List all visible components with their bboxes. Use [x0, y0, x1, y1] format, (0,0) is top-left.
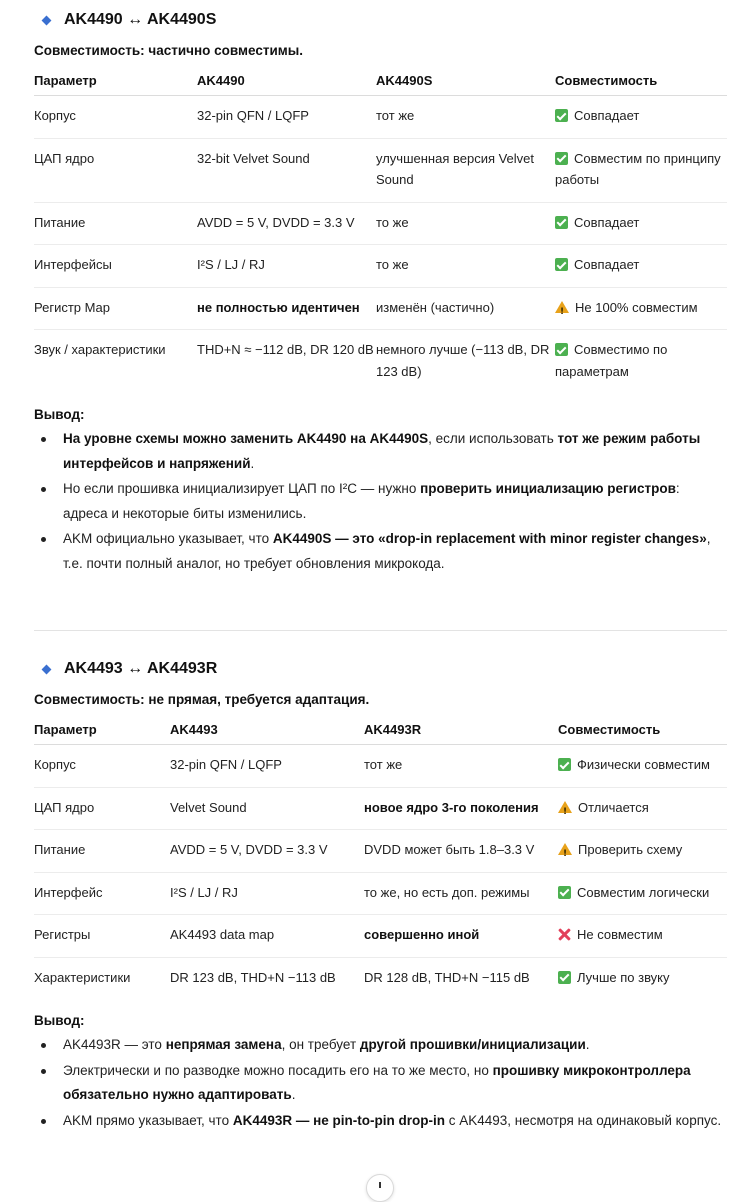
table-row	[34, 787, 727, 830]
check-mark-icon	[555, 216, 568, 229]
cell-param: ЦАП ядро	[34, 787, 170, 830]
cell-chip-a: I²S / LJ / RJ	[170, 872, 364, 915]
cell-compat: ! Не 100% совместим	[555, 287, 727, 330]
cell-compat: Совпадает	[555, 96, 727, 139]
cell-param: Корпус	[34, 745, 170, 788]
summary-list	[34, 1033, 727, 1133]
check-mark-icon	[555, 109, 568, 122]
header-compat: Совместимость	[555, 65, 727, 96]
cell-param: Питание	[34, 202, 197, 245]
cell-param: Питание	[34, 830, 170, 873]
list-item: Электрически и по разводке можно посадить его на то же место, но прошивку микроконтроллера обязательно нужно адаптировать.	[34, 1059, 727, 1108]
cell-chip-a: I²S / LJ / RJ	[197, 245, 376, 288]
summary-list	[34, 427, 727, 576]
summary-label: Вывод:	[34, 1013, 85, 1028]
cell-param: Регистры	[34, 915, 170, 958]
scroll-down-button[interactable]	[366, 1174, 394, 1202]
cell-chip-a: AVDD = 5 V, DVDD = 3.3 V	[170, 830, 364, 873]
check-mark-icon	[558, 971, 571, 984]
check-mark-icon	[558, 886, 571, 899]
list-item: Но если прошивка инициализирует ЦАП по I²C — нужно проверить инициализацию регистров: адреса и некоторые биты изменились.	[34, 477, 727, 526]
list-item: На уровне схемы можно заменить AK4490 на AK4490S, если использовать тот же режим работы интерфейсов и напряжений.	[34, 427, 727, 476]
table-row	[34, 872, 727, 915]
cell-chip-b: изменён (частично)	[376, 287, 555, 330]
cell-param: Регистр Map	[34, 287, 197, 330]
cell-chip-a: Velvet Sound	[170, 787, 364, 830]
table-row	[34, 957, 727, 999]
cell-chip-a: AVDD = 5 V, DVDD = 3.3 V	[197, 202, 376, 245]
cell-compat: ! Проверить схему	[558, 830, 727, 873]
table-row	[34, 830, 727, 873]
cell-compat: Совпадает	[555, 202, 727, 245]
cell-chip-b: немного лучше (−113 dB, DR 123 dB)	[376, 342, 550, 379]
cell-param: Интерфейсы	[34, 245, 197, 288]
cell-chip-a: не полностью идентичен	[197, 287, 376, 330]
warning-icon	[558, 801, 572, 813]
table-body	[34, 96, 727, 394]
header-param: Параметр	[34, 714, 170, 745]
diamond-bullet-icon	[42, 15, 52, 25]
section-title: AK4490 ↔ AK4490S	[34, 9, 727, 31]
compatibility-summary: Совместимость: частично совместимы.	[34, 43, 304, 58]
check-mark-icon	[555, 258, 568, 271]
header-chip-b: AK4490S	[376, 65, 555, 96]
cell-param: Интерфейс	[34, 872, 170, 915]
cross-mark-icon	[558, 928, 571, 941]
warning-icon	[555, 301, 569, 313]
cell-chip-b: то же	[376, 202, 555, 245]
header-param: Параметр	[34, 65, 197, 96]
cell-chip-a: 32-pin QFN / LQFP	[170, 745, 364, 788]
cell-chip-a: 32-pin QFN / LQFP	[197, 96, 376, 139]
cell-chip-a: DR 123 dB, THD+N −113 dB	[170, 969, 336, 985]
cell-chip-b: DR 128 dB, THD+N −115 dB	[364, 969, 530, 985]
list-item: AKM прямо указывает, что AK4493R — не pin-to-pin drop-in с AK4493, несмотря на одинаковый корпус.	[34, 1109, 727, 1134]
table-row	[34, 96, 727, 139]
section-divider	[34, 630, 727, 631]
cell-chip-b: DVDD может быть 1.8–3.3 V	[364, 830, 558, 873]
table-row	[34, 245, 727, 288]
cell-chip-b: новое ядро 3-го поколения	[364, 787, 558, 830]
cell-chip-b: то же	[376, 245, 555, 288]
check-mark-icon	[555, 343, 568, 356]
header-chip-a: AK4493	[170, 714, 364, 745]
table-row	[34, 745, 727, 788]
check-mark-icon	[558, 758, 571, 771]
cell-chip-b: тот же	[364, 745, 558, 788]
summary-label: Вывод:	[34, 407, 85, 422]
cell-compat: Не совместим	[558, 915, 727, 958]
header-chip-b: AK4493R	[364, 714, 558, 745]
cell-chip-a: THD+N ≈ −112 dB, DR 120 dB	[197, 342, 374, 357]
cell-compat: Совпадает	[555, 245, 727, 288]
check-mark-icon	[555, 152, 568, 165]
cell-compat: Совместим по принципу работы	[555, 138, 727, 202]
cell-compat: Физически совместим	[558, 745, 727, 788]
table-row	[34, 915, 727, 958]
header-compat: Совместимость	[558, 714, 727, 745]
header-chip-a: AK4490	[197, 65, 376, 96]
cell-compat: Совместим логически	[558, 872, 727, 915]
cell-chip-b: совершенно иной	[364, 915, 558, 958]
table-row	[34, 138, 727, 202]
table-body	[34, 745, 727, 1000]
compatibility-summary: Совместимость: не прямая, требуется адаптация.	[34, 692, 370, 707]
table-row	[34, 330, 727, 394]
comparison-table	[34, 714, 727, 999]
cell-chip-a: 32-bit Velvet Sound	[197, 138, 376, 202]
cell-param: Характеристики	[34, 969, 131, 985]
table-header-row	[34, 714, 727, 745]
cell-compat: Совместимо по параметрам	[555, 342, 668, 379]
list-item: AKM официально указывает, что AK4490S — это «drop-in replacement with minor register changes», т.е. почти полный аналог, но требует обновления микрокода.	[34, 527, 727, 576]
cell-compat: Лучше по звуку	[558, 957, 727, 999]
cell-compat: ! Отличается	[558, 787, 727, 830]
table-header-row	[34, 65, 727, 96]
cell-chip-b: улучшенная версия Velvet Sound	[376, 138, 555, 202]
cell-chip-b: то же, но есть доп. режимы	[364, 872, 558, 915]
table-row	[34, 202, 727, 245]
section-title: AK4493 ↔ AK4493R	[34, 658, 727, 680]
cell-param: ЦАП ядро	[34, 138, 197, 202]
table-row	[34, 287, 727, 330]
cell-chip-a: AK4493 data map	[170, 915, 364, 958]
section-ak4493	[34, 658, 727, 1134]
section-ak4490	[34, 9, 727, 577]
cell-param: Корпус	[34, 96, 197, 139]
list-item: AK4493R — это непрямая замена, он требует другой прошивки/инициализации.	[34, 1033, 727, 1058]
cell-param: Звук / характеристики	[34, 342, 166, 357]
diamond-bullet-icon	[42, 664, 52, 674]
warning-icon	[558, 843, 572, 855]
comparison-table	[34, 65, 727, 393]
cell-chip-b: тот же	[376, 96, 555, 139]
